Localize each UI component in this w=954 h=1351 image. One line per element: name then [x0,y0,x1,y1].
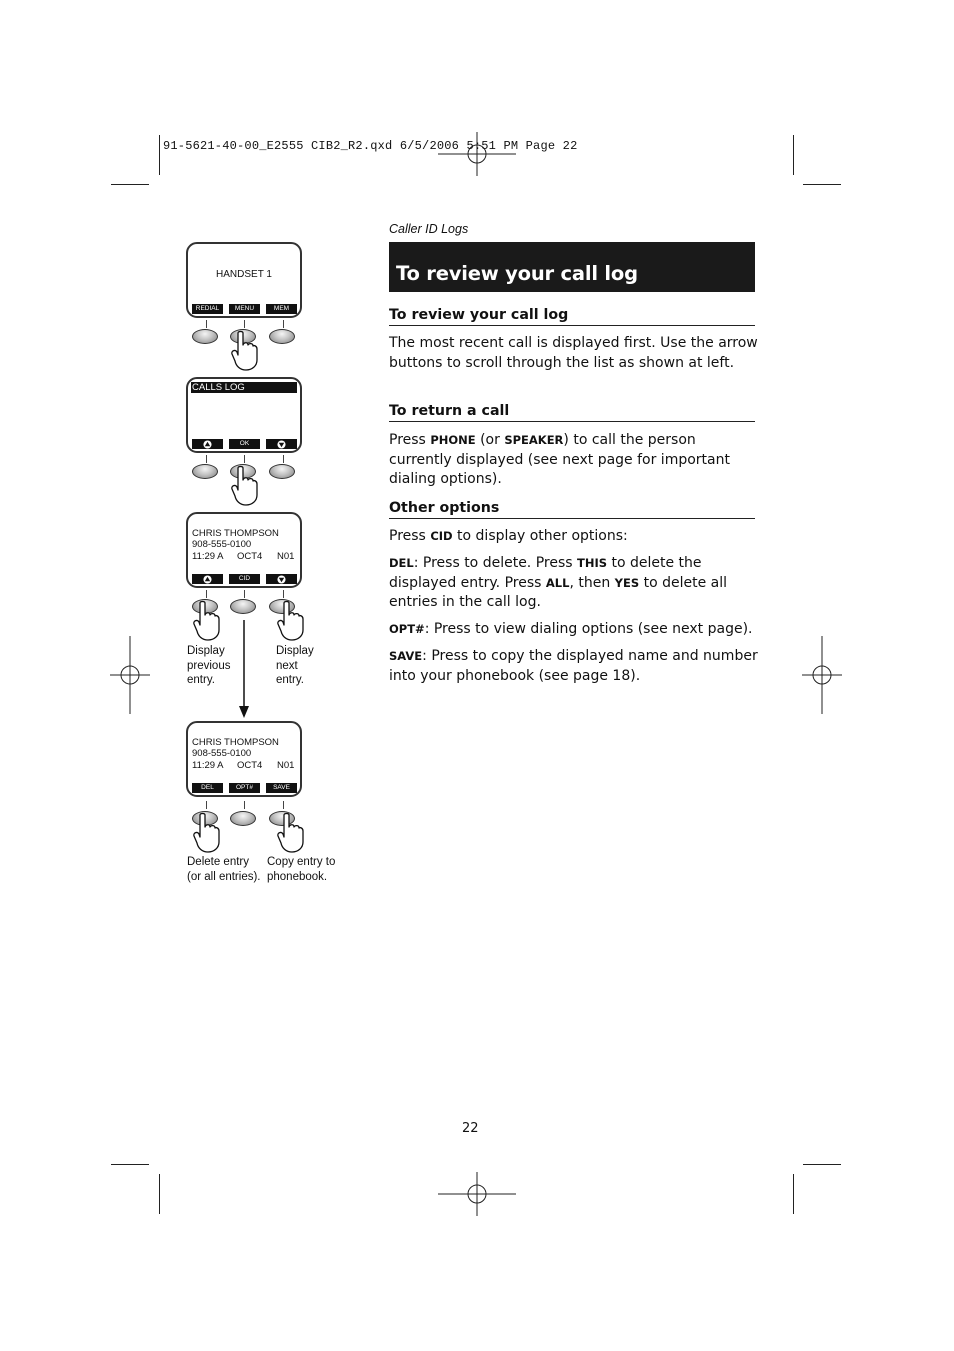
crop-mark [793,1174,794,1214]
crop-mark [111,184,149,185]
key-del: DEL [389,556,414,570]
option-del: DEL: Press to delete. Press THIS to delete the displayed entry. Press ALL, then YES to delete all entries in the call log. [389,555,727,610]
pointing-hand-icon [229,330,259,372]
divider [283,320,284,328]
divider [206,455,207,463]
divider [244,801,245,809]
key-this: THIS [577,556,608,570]
right-softkey-button [269,464,295,479]
up-arrow-icon [203,575,212,584]
divider [283,455,284,463]
down-arrow-icon [277,440,286,449]
page-number: 22 [462,1121,479,1136]
section-heading: To review your call log [389,307,755,326]
key-speaker: SPEAKER [504,433,564,447]
call-time: 11:29 A [192,551,224,562]
section-review [389,307,755,326]
caller-name: CHRIS THOMPSON [192,737,279,748]
entry-index: N01 [277,551,295,562]
softkey-del: DEL [192,783,223,793]
divider [206,590,207,598]
call-date: OCT4 [237,551,263,562]
softkey-menu: MENU [229,304,260,314]
softkey-down-arrow [266,439,297,449]
key-opt: OPT# [389,622,425,636]
return-text: Press PHONE (or SPEAKER) to call the person currently displayed (see next page for important dialing options). [389,432,730,487]
softkey-up-arrow [192,439,223,449]
registration-mark [110,636,150,714]
pointing-hand-icon [275,812,305,854]
file-slug: 91-5621-40-00_E2555 CIB2_R2.qxd 6/5/2006 5:51 PM Page 22 [163,139,578,153]
right-softkey-button [269,329,295,344]
pointing-hand-icon [191,600,221,642]
caller-number: 908-555-0100 [192,748,252,759]
up-arrow-icon [203,440,212,449]
divider [244,320,245,328]
key-yes: YES [614,575,640,590]
caption-previous-entry: Display previous entry. [187,645,231,686]
crop-mark [803,1164,841,1165]
handset-screen-entry [186,512,302,588]
crop-mark [159,135,160,175]
key-all: ALL [545,575,570,590]
softkey-opt: OPT# [229,783,260,793]
divider [283,801,284,809]
option-opt: OPT#: Press to view dialing options (see next page). [389,621,753,637]
screen-text: HANDSET 1 [216,269,272,280]
other-intro: Press CID to display other options: [389,528,628,544]
section-label: Caller ID Logs [389,222,469,236]
middle-softkey-button [230,811,256,826]
entry-index: N01 [277,760,295,771]
softkey-redial: REDIAL [192,304,223,314]
middle-softkey-button [230,599,256,614]
softkey-cid: CID [229,574,260,584]
softkey-mem: MEM [266,304,297,314]
softkey-down-arrow [266,574,297,584]
registration-mark [802,636,842,714]
handset-screen-idle [186,242,302,318]
section-return [389,403,755,422]
softkey-save: SAVE [266,783,297,793]
divider [244,590,245,598]
divider [283,590,284,598]
pointing-hand-icon [229,465,259,507]
divider [206,801,207,809]
crop-mark [793,135,794,175]
caller-name: CHRIS THOMPSON [192,528,279,539]
call-date: OCT4 [237,760,263,771]
divider [206,320,207,328]
left-softkey-button [192,329,218,344]
handset-screen-entry-options [186,721,302,797]
crop-mark [803,184,841,185]
screen-title: CALLS LOG [191,382,297,393]
registration-mark [438,1172,516,1216]
flow-arrow [237,620,251,720]
key-save: SAVE [389,649,423,663]
crop-mark [111,1164,149,1165]
option-save: SAVE: Press to copy the displayed name and number into your phonebook (see page 18). [389,648,758,684]
divider [244,455,245,463]
pointing-hand-icon [191,812,221,854]
caller-number: 908-555-0100 [192,539,252,550]
crop-mark [159,1174,160,1214]
review-text: The most recent call is displayed first. Use the arrow buttons to scroll through the list as shown at left. [389,335,758,371]
key-cid: CID [430,529,453,543]
caption-delete-entry: Delete entry (or all entries). [187,856,261,883]
handset-screen-calls-log [186,377,302,453]
call-time: 11:29 A [192,760,224,771]
caption-next-entry: Display next entry. [276,645,314,686]
caption-copy-entry: Copy entry to phonebook. [267,856,336,883]
down-arrow-icon [277,575,286,584]
pointing-hand-icon [275,600,305,642]
section-other [389,500,755,519]
page-title: To review your call log [396,262,638,285]
softkey-up-arrow [192,574,223,584]
section-heading: To return a call [389,403,755,422]
section-heading: Other options [389,500,755,519]
left-softkey-button [192,464,218,479]
title-bar [389,242,755,292]
key-phone: PHONE [430,433,476,447]
softkey-ok: OK [229,439,260,449]
